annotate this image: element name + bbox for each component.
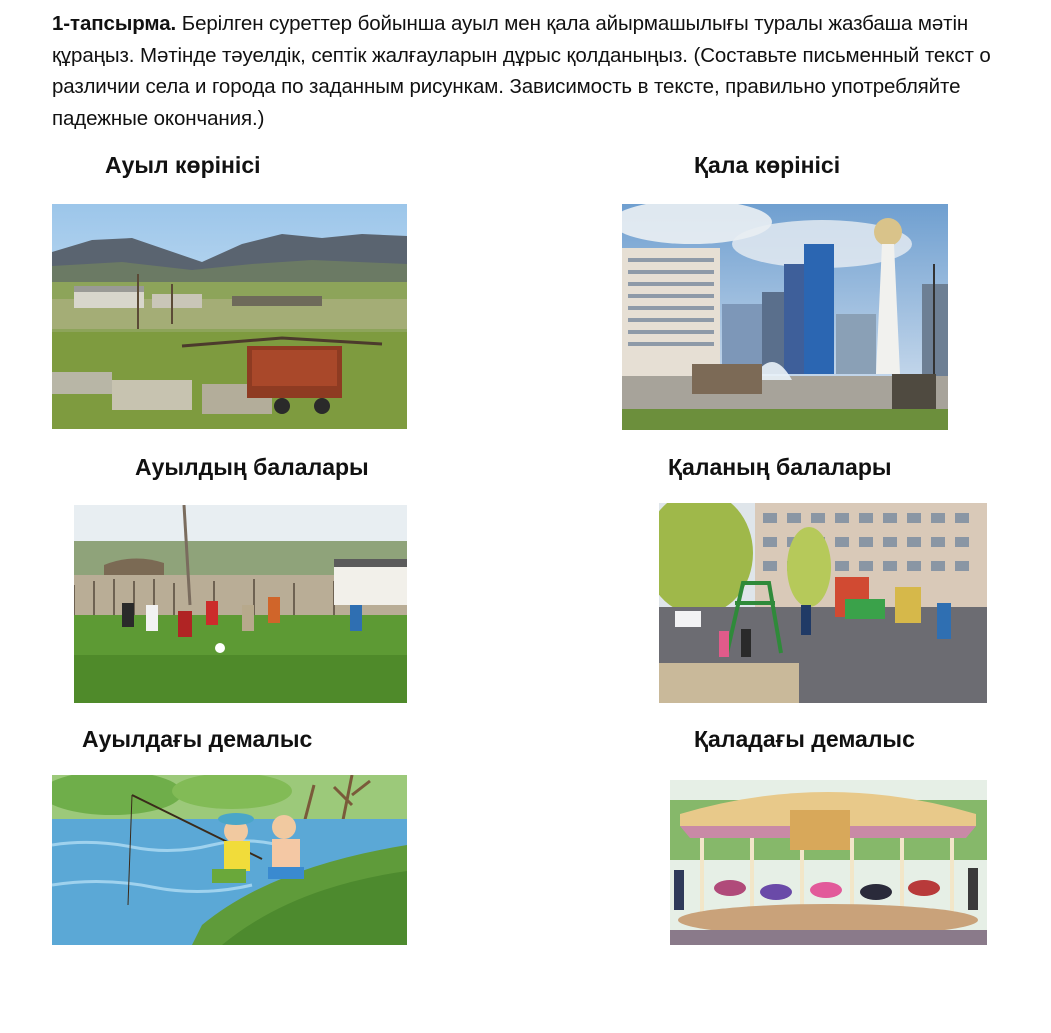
caption-city-leisure: Қаладағы демалыс — [694, 726, 915, 752]
caption-city-view: Қала көрінісі — [694, 152, 841, 178]
task-number: 1-тапсырма. — [52, 12, 177, 35]
village-landscape-image — [52, 204, 407, 429]
city-carousel-image — [670, 780, 987, 945]
village-children-football-image — [74, 505, 407, 703]
city-playground-image — [659, 503, 987, 703]
village-fishing-illustration — [52, 775, 407, 945]
task-paragraph — [52, 8, 1042, 134]
caption-village-children: Ауылдың балалары — [135, 454, 369, 480]
caption-village-leisure: Ауылдағы демалыс — [82, 726, 313, 752]
task-text-kazakh: Берілген суреттер бойынша ауыл мен қала айырмашылығы туралы жазбаша мәтін құраңыз. Мәтінде тәуелдік, септік жалғауларын дұрыс қолданыңыз. — [52, 12, 969, 67]
city-skyline-image — [622, 204, 948, 430]
caption-village-view: Ауыл көрінісі — [105, 152, 261, 178]
caption-city-children: Қаланың балалары — [668, 454, 892, 480]
task-text-russian: (Составьте письменный текст о различии села и города по заданным рисункам. Зависимость в тексте, правильно употребляйте падежные окончания.) — [52, 43, 991, 130]
